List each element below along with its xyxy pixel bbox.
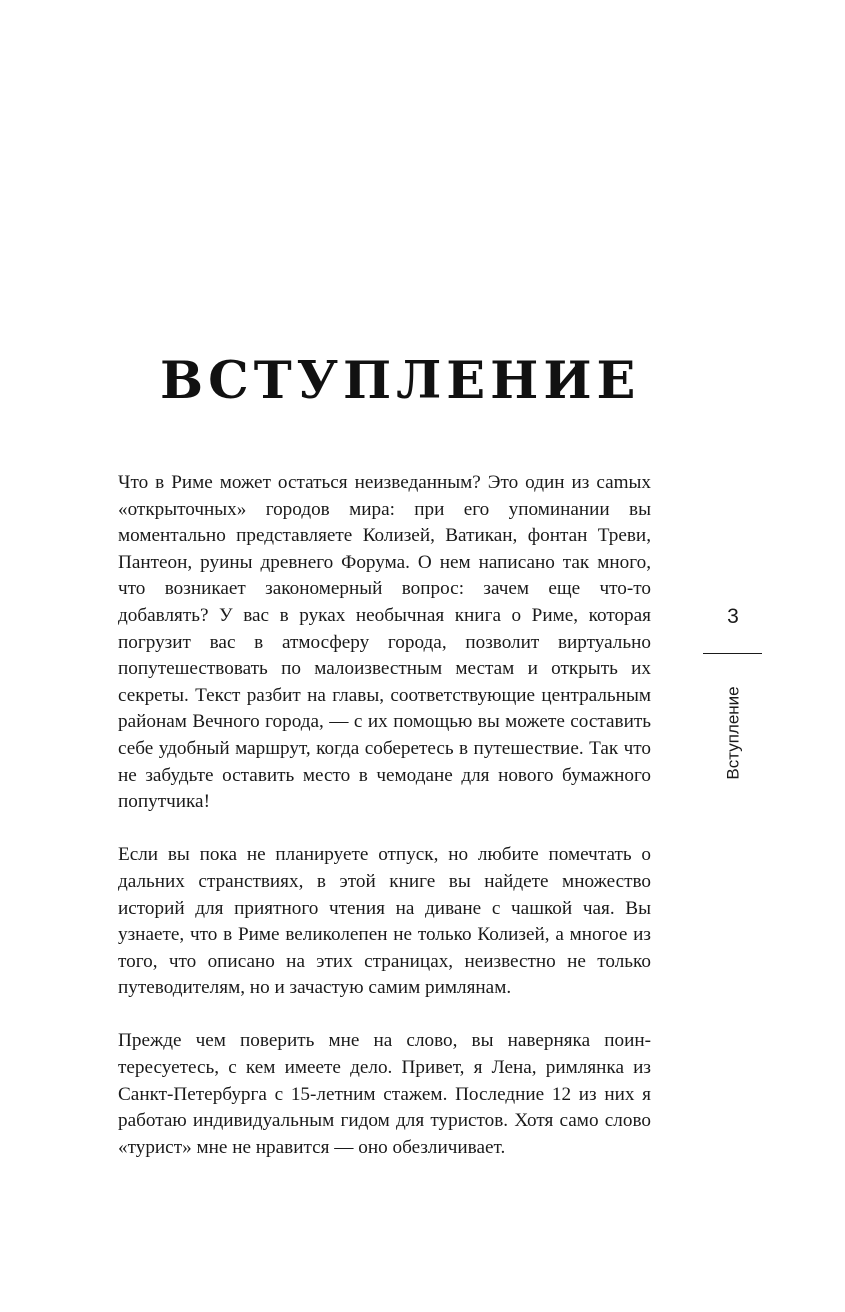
paragraph-armchair-travel: Если вы пока не планируете отпуск, но любите помечтать о дальних странствиях, в этой книге вы найдете множество историй для приятного чтения на диване с чашкой чая. Вы узнаете, что в Риме великолепен не только Колизей, а многое из того, что описано на этих страницах, неизвестно не только путеводителям, но и зачастую самим римлянам. — [118, 844, 651, 999]
running-head: Вступление — [723, 686, 743, 780]
page-number-divider — [703, 653, 762, 654]
paragraph-author: Прежде чем поверить мне на слово, вы наверняка поинтересуетесь, с кем имеете дело. Привет, я Лена, римлянка из Санкт-Петербурга с 15-летним стажем. Последние 12 из них я работаю индивидуальным гидом для туристов. Хотя само слово «турист» мне не нравится — оно обезличивает. — [118, 1030, 651, 1158]
chapter-title: ВСТУПЛЕНИЕ — [160, 351, 641, 411]
body-text — [118, 470, 651, 1188]
paragraph-intro: Что в Риме может остаться неизведанным? Это один из саmых «открыточных» городов мира: при его упоминании вы моментально представляете Колизей, Ватикан, фонтан Треви, Пантеон, руины древнего Форума. О нем написано так много, что возникает закономерный вопрос: зачем еще что-то добавлять? У вас в руках необычная книга о Риме, которая погрузит вас в атмосферу города, позволит виртуально попутешествовать по малоизвестным местам и открыть их секреты. Текст разбит на главы, соответствующие центральным районам Вечного города, — с их помощью вы можете составить себе удобный маршрут, когда соберетесь в путешествие. Так что не забудьте оставить место в чемодане для нового бумажного попутчика! — [118, 472, 651, 813]
page-number: 3 — [727, 605, 739, 628]
